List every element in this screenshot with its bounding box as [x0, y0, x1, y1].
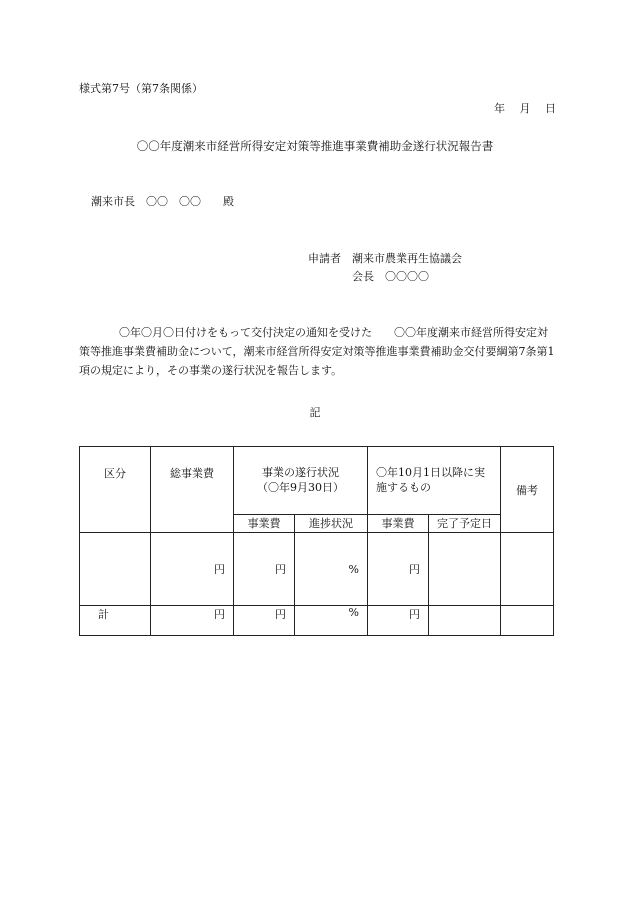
- cell-total-business-cost: 円: [234, 606, 295, 636]
- header-progress-line1: 事業の遂行状況: [262, 466, 339, 479]
- header-total-cost: 総事業費: [151, 447, 234, 533]
- date-day: 日: [545, 102, 556, 115]
- cell-progress-status: %: [295, 533, 368, 606]
- header-category: 区分: [80, 447, 151, 533]
- header-progress-line2: （〇年9月30日）: [257, 481, 344, 494]
- applicant-chair: 会長 〇〇〇〇: [352, 270, 429, 283]
- addressee: 潮来市長 〇〇 〇〇 殿: [91, 195, 234, 208]
- cell-total-cost: 円: [151, 533, 234, 606]
- document-title: 〇〇年度潮来市経営所得安定対策等推進事業費補助金遂行状況報告書: [136, 139, 494, 153]
- cell-business-cost-after: 円: [368, 533, 429, 606]
- cell-total-business-cost-after: 円: [368, 606, 429, 636]
- cell-category: [80, 533, 151, 606]
- cell-total-label: 計: [80, 606, 151, 636]
- applicant-name: 申請者 潮来市農業再生協議会: [308, 252, 462, 265]
- table-row: [80, 533, 554, 606]
- body-paragraph: 〇年〇月〇日付けをもって交付決定の通知を受けた 〇〇年度潮来市経営所得安定対策等推進事業費補助金について，潮来市経営所得安定対策等推進事業費補助金交付要綱第7条第1項の規定により，その事業の遂行状況を報告します。: [79, 326, 555, 377]
- header-row-1: [80, 447, 554, 515]
- header-business-cost-after: 事業費: [368, 515, 429, 533]
- cell-total-total-cost: 円: [151, 606, 234, 636]
- header-completion-date: 完了予定日: [429, 515, 501, 533]
- header-progress-status: 進捗状況: [295, 515, 368, 533]
- date-line: [494, 100, 556, 116]
- ki-heading: 記: [309, 406, 321, 419]
- form-number: 様式第7号（第7条関係）: [79, 82, 203, 95]
- cell-total-remarks: [501, 606, 554, 636]
- cell-business-cost: 円: [234, 533, 295, 606]
- table-row-total: [80, 606, 554, 636]
- header-progress-group: [234, 447, 368, 515]
- cell-remarks: [501, 533, 554, 606]
- date-year: 年: [494, 102, 505, 115]
- cell-completion-date: [429, 533, 501, 606]
- header-remarks: 備考: [501, 447, 554, 533]
- cell-total-progress-status: %: [295, 606, 368, 636]
- header-business-cost: 事業費: [234, 515, 295, 533]
- header-after-group: 〇年10月1日以降に実施するもの: [368, 447, 501, 515]
- cell-total-completion-date: [429, 606, 501, 636]
- date-month: 月: [519, 102, 531, 115]
- report-table: [79, 446, 554, 636]
